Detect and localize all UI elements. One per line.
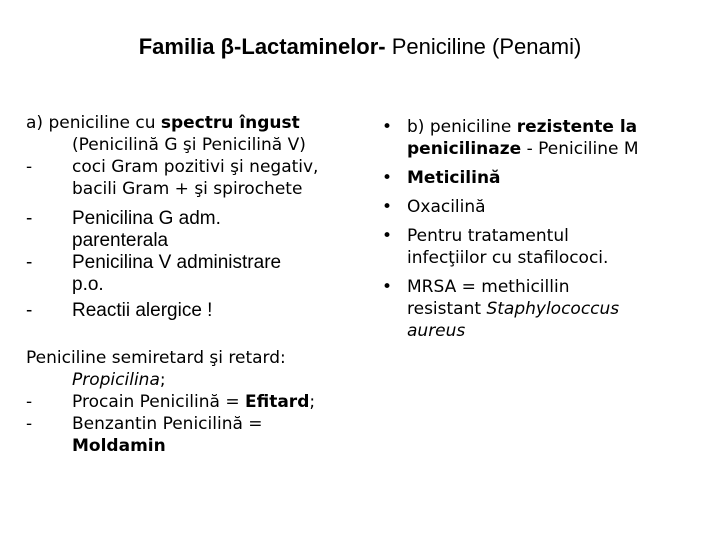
coci-line-1: coci Gram pozitivi şi negativ, (72, 157, 319, 177)
section-a-prefix: a) peniciline cu (26, 113, 161, 133)
mrsa-aureus: aureus (407, 321, 466, 341)
bullet-icon: • (382, 117, 393, 137)
propicilina-end: ; (159, 370, 166, 390)
dash-marker: - (26, 252, 33, 273)
dash-item-procain (26, 391, 371, 413)
bullet-item-mrsa (382, 276, 702, 342)
mrsa-staphylococcus: Staphylococcus (486, 299, 620, 319)
reactii-text: Reactii alergice ! (72, 300, 213, 321)
page-title (0, 34, 720, 60)
dash-marker: - (26, 392, 33, 412)
section-a-bold: spectru îngust (160, 113, 300, 133)
semiretard-heading: Peniciline semiretard şi retard: (26, 348, 286, 368)
propicilina-line (26, 369, 371, 391)
penicilina-g-line-1: Penicilina G adm. (72, 208, 221, 229)
b-bold-2: penicilinaze (407, 139, 522, 159)
dash-marker: - (26, 208, 33, 229)
efitard-end: ; (309, 392, 316, 412)
bullet-item-b (382, 116, 702, 160)
benzantin-text: Benzantin Penicilină = (72, 414, 263, 434)
b-bold-1: rezistente la (516, 117, 638, 137)
penicilina-g-line-2: parenterala (72, 230, 169, 251)
efitard-text: Efitard (245, 392, 310, 412)
dash-marker: - (26, 157, 33, 177)
dash-marker: - (26, 414, 33, 434)
left-column (26, 112, 371, 457)
dash-item-penicilina-v (26, 252, 371, 296)
title-rest: Peniciline (Penami) (385, 34, 582, 59)
dash-item-penicilina-g (26, 208, 371, 252)
b-rest: - Peniciline M (521, 139, 639, 159)
bullet-item-meticilina (382, 167, 702, 189)
coci-line-2: bacili Gram + şi spirochete (72, 179, 303, 199)
bullet-icon: • (382, 277, 393, 297)
propicilina-text: Propicilina (72, 370, 160, 390)
bullet-icon: • (382, 197, 393, 217)
penicilina-v-line-2: p.o. (72, 274, 104, 295)
tratament-line-2: infecţiilor cu stafilococi. (407, 248, 609, 268)
bullet-icon: • (382, 226, 393, 246)
mrsa-resistant: resistant (407, 299, 487, 319)
title-bold: Familia β-Lactaminelor- (138, 34, 386, 59)
dash-item-coci (26, 156, 371, 200)
meticilina-text: Meticilină (407, 168, 501, 188)
right-column (382, 116, 702, 342)
moldamin-text: Moldamin (72, 436, 166, 456)
bullet-icon: • (382, 168, 393, 188)
dash-item-benzantin (26, 413, 371, 457)
dash-marker: - (26, 300, 33, 321)
tratament-line-1: Pentru tratamentul (407, 226, 569, 246)
bullet-item-oxacilina (382, 196, 702, 218)
section-a-subtitle: (Penicilină G şi Penicilină V) (72, 135, 306, 155)
mrsa-line-1: MRSA = methicillin (407, 277, 570, 297)
b-prefix: b) peniciline (407, 117, 517, 137)
penicilina-v-line-1: Penicilina V administrare (72, 252, 282, 273)
bullet-item-tratament (382, 225, 702, 269)
dash-item-reactii (26, 300, 371, 322)
oxacilina-text: Oxacilină (407, 197, 486, 217)
section-a-heading (26, 112, 371, 134)
procain-text: Procain Penicilină = (72, 392, 245, 412)
